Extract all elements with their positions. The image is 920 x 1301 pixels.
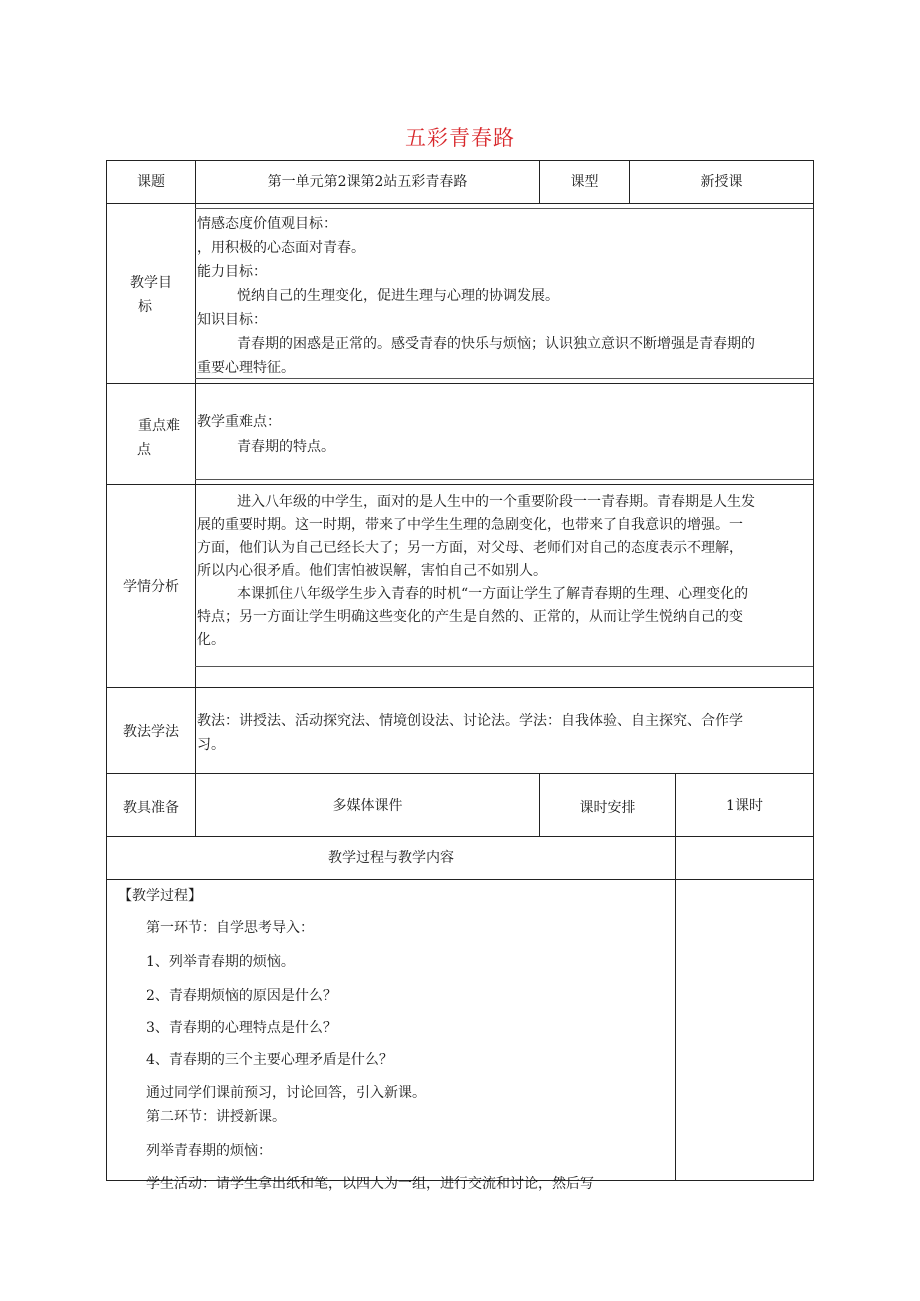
process-line: 通过同学们课前预习，讨论回答，引入新课。 (146, 1085, 426, 1101)
analysis-line: 进入八年级的中学生，面对的是人生中的一个重要阶段一一青春期。青春期是人生发 (237, 494, 755, 510)
row-divider-7 (106, 879, 814, 880)
materials-label: 教具准备 (123, 800, 179, 816)
analysis-inner-line (195, 666, 813, 667)
process-line: 1、列举青春期的烦恼。 (146, 954, 295, 970)
keypoints-inner-line (195, 479, 813, 480)
objectives-line: 知识目标： (197, 312, 267, 328)
process-header: 教学过程与教学内容 (328, 850, 454, 866)
process-line: 【教学过程】 (118, 888, 202, 904)
objectives-line: 能力目标： (197, 264, 267, 280)
keypoints-line: 青春期的特点。 (237, 439, 335, 455)
row-divider-6 (106, 836, 814, 837)
row-divider-2 (106, 383, 814, 384)
label-column-divider (195, 160, 196, 836)
process-line: 3、青春期的心理特点是什么？ (146, 1020, 337, 1036)
analysis-line: 化。 (197, 632, 225, 648)
row-divider-1 (106, 203, 814, 204)
table-border-top (106, 160, 814, 161)
process-line: 第一环节：自学思考导入： (146, 920, 314, 936)
row-divider-4 (106, 687, 814, 688)
objectives-line: 青春期的困惑是正常的。感受青春的快乐与烦恼；认识独立意识不断增强是青春期的 (237, 336, 755, 352)
topic-label: 课题 (137, 174, 165, 190)
methods-line: 习。 (197, 737, 225, 753)
objectives-line: ，用积极的心态面对青春。 (197, 240, 365, 256)
type-value: 新授课 (700, 174, 743, 190)
analysis-line: 本课抓住八年级学生步入青春的时机“一方面让学生了解青春期的生理、心理变化的 (237, 586, 749, 602)
row-divider-3 (106, 484, 814, 485)
process-cut-line-clip (146, 1168, 674, 1192)
analysis-line: 所以内心很矛盾。他们害怕被误解，害怕自己不如别人。 (197, 563, 547, 579)
process-line: 列举青春期的烦恼： (146, 1143, 272, 1159)
process-line: 2、青春期烦恼的原因是什么？ (146, 988, 337, 1004)
objectives-line: 悦纳自己的生理变化，促进生理与心理的协调发展。 (237, 288, 559, 304)
objectives-inner-line (195, 208, 813, 209)
table-border-right (813, 160, 814, 1181)
objectives-line: 重要心理特征。 (197, 360, 295, 376)
objectives-label-line1: 教学目 (130, 275, 172, 291)
hours-value: 1课时 (726, 798, 763, 814)
row-divider-5 (106, 773, 814, 774)
keypoints-line: 教学重难点： (197, 414, 281, 430)
analysis-line: 方面，他们认为自己已经长大了；另一方面，对父母、老师们对自己的态度表示不理解， (197, 540, 743, 556)
materials-value: 多媒体课件 (332, 798, 403, 814)
analysis-label: 学情分析 (123, 579, 179, 595)
objectives-label-line2: 标 (138, 299, 152, 315)
keypoints-label-line2: 点 (137, 442, 151, 458)
process-line: 学生活动：请学生拿出纸和笔，以四人为一组，进行交流和讨论，然后写 (146, 1176, 594, 1192)
topic-value: 第一单元第2课第2站五彩青春路 (267, 174, 468, 190)
document-title: 五彩青春路 (405, 126, 515, 150)
methods-line: 教法：讲授法、活动探究法、情境创设法、讨论法。学法：自我体验、自主探究、合作学 (197, 713, 743, 729)
methods-label: 教法学法 (123, 724, 179, 740)
hours-label: 课时安排 (579, 800, 636, 816)
analysis-line: 特点；另一方面让学生明确这些变化的产生是自然的、正常的，从而让学生悦纳自己的变 (197, 609, 743, 625)
process-notes-divider (675, 836, 676, 1181)
process-line: 第二环节：讲授新课。 (146, 1109, 286, 1125)
analysis-line: 展的重要时期。这一时期，带来了中学生生理的急剧变化，也带来了自我意识的增强。一 (197, 517, 743, 533)
type-label: 课型 (570, 174, 599, 190)
keypoints-label-line1: 重点难 (138, 418, 180, 434)
objectives-line: 情感态度价值观目标： (197, 216, 337, 232)
process-line: 4、青春期的三个主要心理矛盾是什么？ (146, 1052, 393, 1068)
